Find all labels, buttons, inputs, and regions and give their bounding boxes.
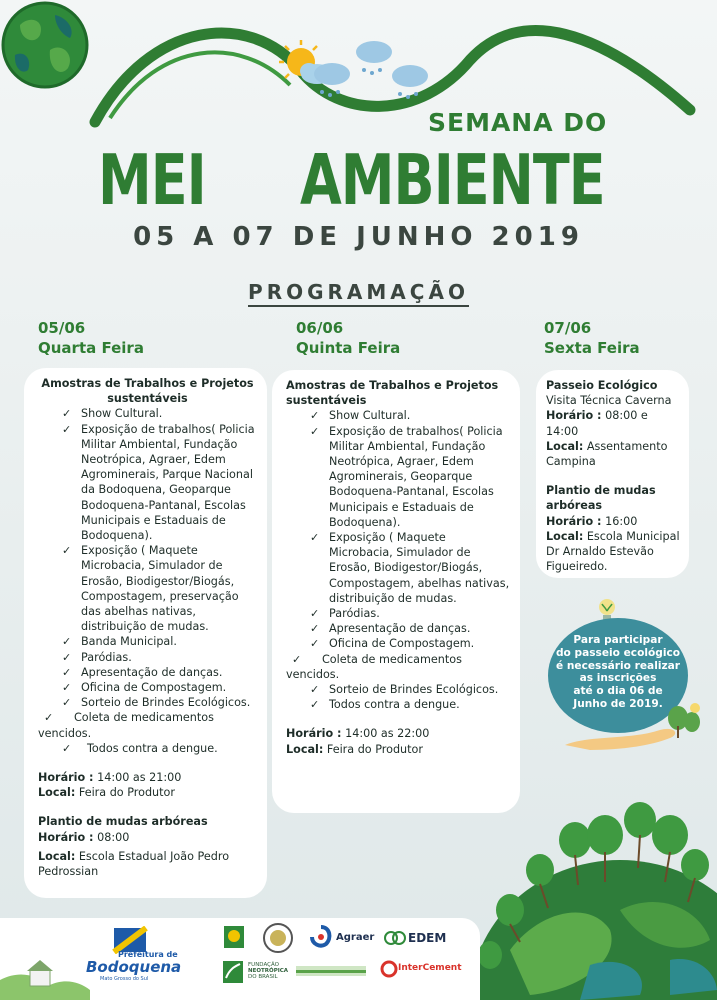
prefeitura-label: Prefeitura de [118,950,178,959]
card-title: Amostras de Trabalhos e Projetos [41,377,254,390]
activity-item: ✓ Apresentação de danças. [286,621,510,636]
activity-item: ✓ Banda Municipal. [38,634,257,649]
activity-item: ✓ Oficina de Compostagem. [38,680,257,695]
local-value: Feira do Produtor [75,786,175,800]
schedule-card-day1 [24,368,267,898]
activity-list [38,406,257,725]
intercement-logo-text: InterCement [398,963,462,973]
hour-label: Horário : [546,514,602,528]
header [0,0,717,304]
note-line: as inscrições [579,672,657,685]
hour-value: 16:00 [601,514,638,528]
fundacao-line: DO BRASIL [248,974,278,980]
hour-line [38,830,257,845]
activity-item: ✓ Exposição de trabalhos( Policia Militar Ambiental, Fundação Neotrópica, Agraer, Edem Agrominerais, Geoparque Bodoquena-Pantanal, Escolas Municipais e Estaduais de Bodoquena). [286,424,510,530]
hour-label: Horário : [38,771,94,785]
edem-logo-icon [384,928,406,948]
programacao-heading [0,280,717,304]
day-heading-1 [38,318,144,358]
bodoquena-logo-text: Bodoquena [86,958,182,976]
card-title: Amostras de Trabalhos e Projetos [286,379,499,392]
day-weekday: Sexta Feira [544,339,640,357]
activity-list [286,408,510,666]
globe-icon [0,0,90,90]
hour-value: 08:00 [93,830,130,844]
activity-item: ✓ Paródias. [38,650,257,665]
activity-item: ✓ Oficina de Compostagem. [286,636,510,651]
semana-do-heading: SEMANA DO [428,108,608,137]
hour-label: Horário : [38,830,94,844]
programacao-label: PROGRAMAÇÃO [248,280,469,307]
hour-value: 14:00 as 21:00 [93,771,182,785]
note-line: do passeio ecológico [555,646,681,659]
local-label: Local: [38,849,76,863]
local-value: Feira do Produtor [323,742,423,756]
passeio-title: Passeio Ecológico [546,379,658,392]
local-line [546,439,681,469]
rain-cloud-icon [388,62,432,104]
intercement-logo-icon [380,960,398,978]
ambiente-heading: AMBIENTE [300,140,605,221]
agraer-logo-icon [308,924,334,950]
fundacao-line: FUNDAÇÃO [248,962,279,968]
note-line: Para participar [573,634,663,646]
hour-line [546,408,681,438]
activity-item: ✓ Sorteio de Brindes Ecológicos. [286,682,510,697]
local-line [38,785,257,800]
note-line: Junho de 2019. [573,697,663,710]
fundacao-neotropica-logo [248,962,288,980]
state-label: Mato Grosso do Sul [100,976,149,982]
day-heading-3 [544,318,640,358]
activity-item: ✓ Paródias. [286,606,510,621]
local-label: Local: [286,742,324,756]
fundacao-line: NEOTRÓPICA [248,968,289,974]
landscape-icon [0,940,90,1000]
hour-line [38,770,257,785]
day-weekday: Quarta Feira [38,339,144,357]
activity-item: ✓ Show Cultural. [286,408,510,423]
local-value: Escola Municipal Dr Arnaldo Estevão Figueiredo. [546,529,680,574]
day-weekday: Quinta Feira [296,339,401,357]
activity-item: ✓ Apresentação de danças. [38,665,257,680]
hour-line [286,726,510,741]
activity-list [38,741,257,756]
note-line: é necessário realizar [555,659,680,672]
activity-item: ✓ Coleta de medicamentos [286,652,510,667]
activity-item: ✓ Coleta de medicamentos [38,710,257,725]
local-line [286,742,510,757]
edem-logo-text: EDEM [408,931,447,945]
passeio-subtitle: Visita Técnica Caverna [546,394,672,408]
local-value: Escola Estadual João Pedro Pedrossian [38,849,230,879]
activity-item: ✓ Sorteio de Brindes Ecológicos. [38,695,257,710]
hour-label: Horário : [546,409,602,423]
activity-item: ✓ Exposição ( Maquete Microbacia, Simulador de Erosão, Biodigestor/Biogás, Compostagem, abelhas nativas, distribuição de mudas. [286,530,510,606]
event-dates: 05 A 07 DE JUNHO 2019 [133,222,584,252]
local-label: Local: [546,439,584,453]
activity-item-continuation: vencidos. [38,726,92,740]
mei-heading: MEI [98,140,206,221]
day-date: 07/06 [544,319,592,337]
activity-item: ✓ Exposição de trabalhos( Policia Militar Ambiental, Fundação Neotrópica, Agraer, Edem Agrominerais, Parque Nacional da Bodoquena, Geoparque Bodoquena-Pantanal, Escolas Municipais e Estaduais de Bodoquena). [38,422,257,544]
local-label: Local: [546,529,584,543]
day-date: 05/06 [38,319,86,337]
card-title: sustentáveis [107,392,188,406]
activity-item: ✓ Exposição ( Maquete Microbacia, Simulador de Erosão, Biodigestor/Biogás, Compostagem, preservação das abelhas nativas, distribuição de mudas. [38,543,257,634]
card-title: sustentáveis [286,394,367,408]
police-emblem-icon [262,922,294,954]
hour-label: Horário : [286,727,342,741]
sponsor-footer [0,910,717,1000]
agraer-logo-text: Agraer [336,932,375,943]
note-line: até o dia 06 de [573,685,663,698]
day-date: 06/06 [296,319,344,337]
neotropica-logo-icon [222,960,244,984]
activity-item: ✓ Show Cultural. [38,406,257,421]
hour-line [546,514,681,529]
schedule-card-day2 [272,370,520,813]
activity-item: ✓ Todos contra a dengue. [38,741,257,756]
plantio-title: Plantio de mudas arbóreas [38,815,208,829]
hand-with-trees-icon [560,700,710,755]
activity-list [286,682,510,712]
municipal-seal-icon [222,924,246,950]
local-value: Assentamento Campina [546,439,668,469]
activity-item-continuation: vencidos. [286,667,340,681]
hour-value: 08:00 e 14:00 [546,409,648,438]
local-line [546,529,681,575]
hour-value: 14:00 as 22:00 [341,727,430,741]
local-line [38,849,257,879]
plantio-title: Plantio de mudas arbóreas [546,484,656,513]
rain-cloud-icon [310,60,354,102]
geopark-logo-icon [296,964,366,980]
schedule-card-day3 [536,370,689,578]
activity-item: ✓ Todos contra a dengue. [286,697,510,712]
day-heading-2 [296,318,400,358]
local-label: Local: [38,786,76,800]
